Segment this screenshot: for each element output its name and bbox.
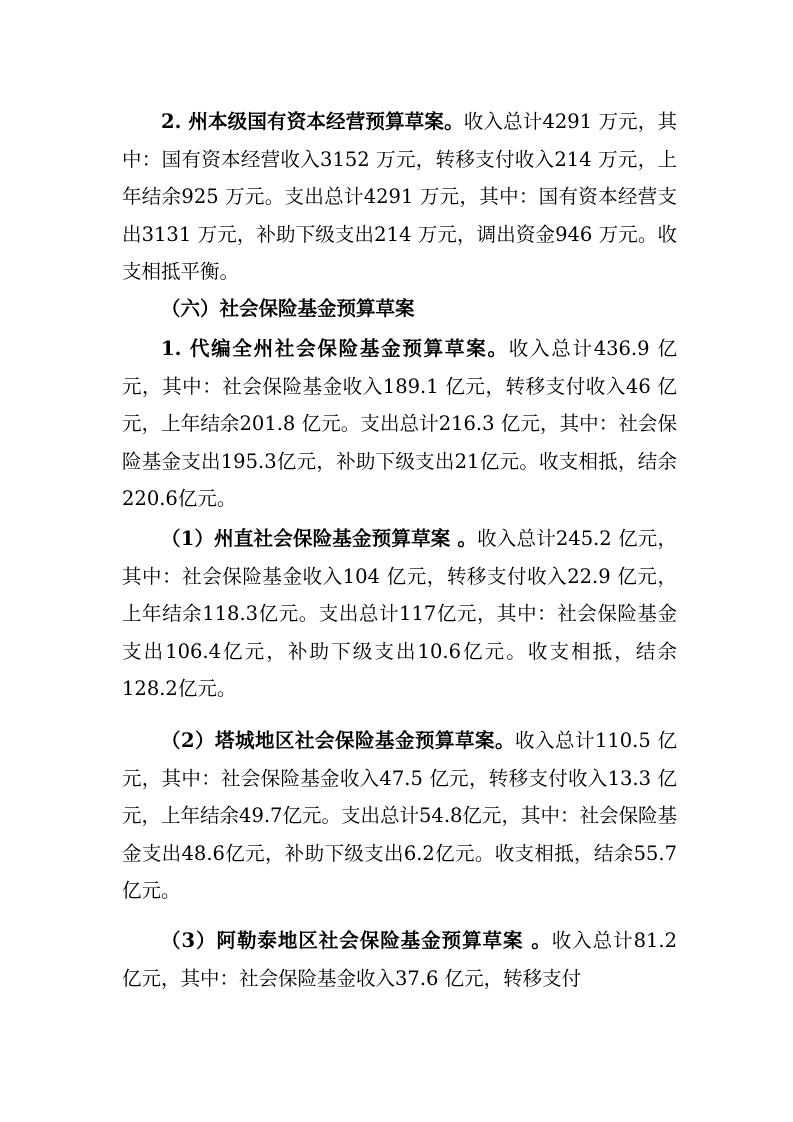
paragraph-lead: （2）塔城地区社会保险基金预算草案。: [161, 729, 515, 752]
paragraph-lead: 1. 代编全州社会保险基金预算草案。: [161, 337, 509, 360]
section-heading-social-insurance: （六）社会保险基金预算草案: [161, 297, 415, 320]
paragraph-body: 收入总计245.2 亿元，其中：社会保险基金收入104 亿元，转移支付收入22.9 亿元，上年结余118.3亿元。支出总计117亿元，其中：社会保险基金支出106.4亿元，补助下级支出10.6亿元。收支相抵，结余128.2亿元。: [122, 527, 677, 700]
paragraph-state-capital-budget: [122, 103, 677, 291]
paragraph-lead: （1）州直社会保险基金预算草案 。: [161, 527, 478, 550]
paragraph-zhouzhi-social-insurance: [122, 520, 677, 708]
paragraph-body: 收入总计81.2 亿元，其中：社会保险基金收入37.6 亿元，转移支付: [122, 929, 678, 990]
paragraph-tacheng-social-insurance: [122, 722, 677, 910]
paragraph-altay-social-insurance: [122, 922, 677, 997]
paragraph-body: 收入总计110.5 亿元，其中：社会保险基金收入47.5 亿元，转移支付收入13.3 亿元，上年结余49.7亿元。支出总计54.8亿元，其中：社会保险基金支出48.6亿元，补助下级支出6.2亿元。收支相抵，结余55.7亿元。: [122, 729, 677, 902]
paragraph-body: 收入总计436.9 亿元，其中：社会保险基金收入189.1 亿元，转移支付收入46 亿元，上年结余201.8 亿元。支出总计216.3 亿元，其中：社会保险基金支出195.3亿元，补助下级支出21亿元。收支相抵，结余220.6亿元。: [122, 337, 677, 510]
paragraph-body: 收入总计4291 万元，其中：国有资本经营收入3152 万元，转移支付收入214 万元，上年结余925 万元。支出总计4291 万元，其中：国有资本经营支出3131 万元，补助下级支出214 万元，调出资金946 万元。收支相抵平衡。: [122, 110, 677, 283]
paragraph-prefecture-social-insurance: [122, 330, 677, 518]
paragraph-lead: 2. 州本级国有资本经营预算草案。: [161, 110, 464, 133]
paragraph-lead: （3）阿勒泰地区社会保险基金预算草案 。: [161, 929, 552, 952]
